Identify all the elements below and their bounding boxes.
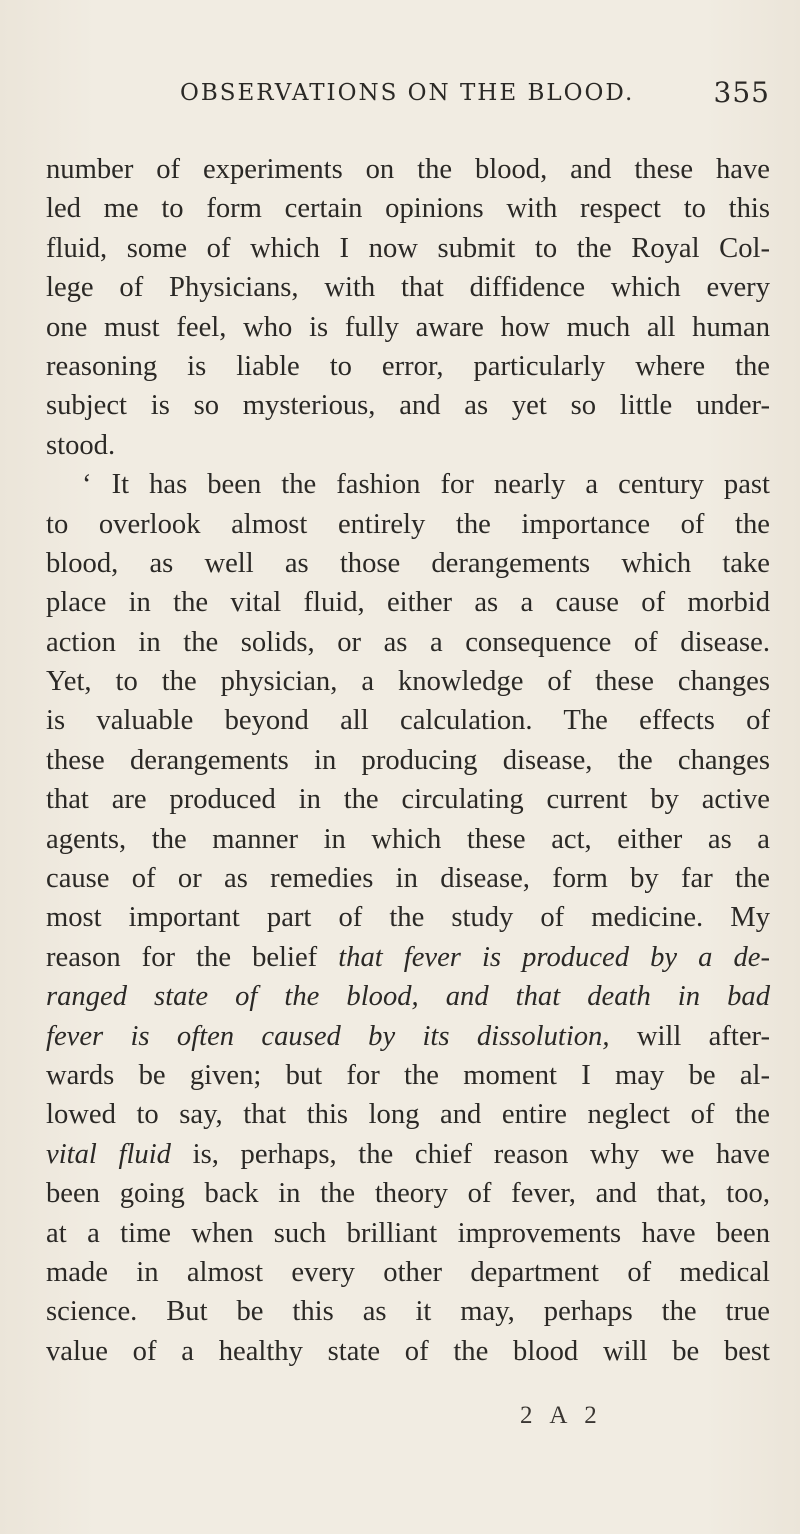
text-line: agents, the manner in which these act, either as a	[46, 823, 770, 855]
text-line: at a time when such brilliant improvements have been	[46, 1217, 770, 1249]
text-line: number of experiments on the blood, and these have	[46, 154, 770, 185]
text-line: Yet, to the physician, a knowledge of these changes	[46, 666, 770, 698]
text-line: blood, as well as those derangements which take	[46, 547, 770, 579]
italic-segment: that fever is produced by a de-	[338, 941, 770, 973]
paragraph-start-line: ‘ It has been the fashion for nearly a century past	[82, 469, 770, 501]
text-line: led me to form certain opinions with respect to this	[46, 193, 770, 225]
running-title: OBSERVATIONS ON THE BLOOD.	[180, 80, 635, 106]
text-line: stood.	[46, 429, 116, 461]
text-line: that are produced in the circulating current by active	[46, 784, 770, 816]
italic-line: ranged state of the blood, and that death in bad	[46, 981, 770, 1013]
text-line: fluid, some of which I now submit to the Royal Col-	[46, 232, 770, 264]
text-line-mixed	[46, 1017, 770, 1056]
text-segment: will after-	[609, 1020, 770, 1052]
text-line: reasoning is liable to error, particularly where the	[46, 350, 770, 382]
text-line: action in the solids, or as a consequence of disease.	[46, 626, 770, 658]
text-line: value of a healthy state of the blood will be best	[46, 1335, 770, 1367]
italic-segment: fever is often caused by its dissolution,	[46, 1020, 610, 1052]
text-line: wards be given; but for the moment I may be al-	[46, 1059, 770, 1091]
text-line: lowed to say, that this long and entire neglect of the	[46, 1099, 770, 1131]
text-line: is valuable beyond all calculation. The effects of	[46, 705, 770, 737]
text-segment: reason for the belief	[46, 941, 318, 973]
page-number: 355	[713, 76, 770, 109]
text-line: made in almost every other department of medical	[46, 1256, 770, 1288]
italic-segment: vital fluid	[46, 1138, 171, 1170]
text-line-mixed	[46, 1135, 770, 1174]
text-line: one must feel, who is fully aware how much all human	[46, 311, 770, 343]
running-head	[180, 76, 770, 116]
signature-mark: 2 A 2	[520, 1402, 603, 1429]
text-line: most important part of the study of medicine. My	[46, 902, 770, 934]
text-line: to overlook almost entirely the importance of the	[46, 508, 770, 540]
body-text	[46, 150, 770, 1371]
text-line: subject is so mysterious, and as yet so little under-	[46, 390, 770, 422]
text-line: lege of Physicians, with that diffidence which every	[46, 272, 770, 304]
text-line: science. But be this as it may, perhaps the true	[46, 1296, 770, 1328]
text-line: place in the vital fluid, either as a cause of morbid	[46, 587, 770, 619]
text-line: cause of or as remedies in disease, form by far the	[46, 863, 770, 895]
text-line-mixed	[46, 938, 770, 977]
text-segment: is, perhaps, the chief reason why we have	[170, 1138, 770, 1170]
text-line: been going back in the theory of fever, and that, too,	[46, 1178, 770, 1210]
text-line: these derangements in producing disease, the changes	[46, 744, 770, 776]
